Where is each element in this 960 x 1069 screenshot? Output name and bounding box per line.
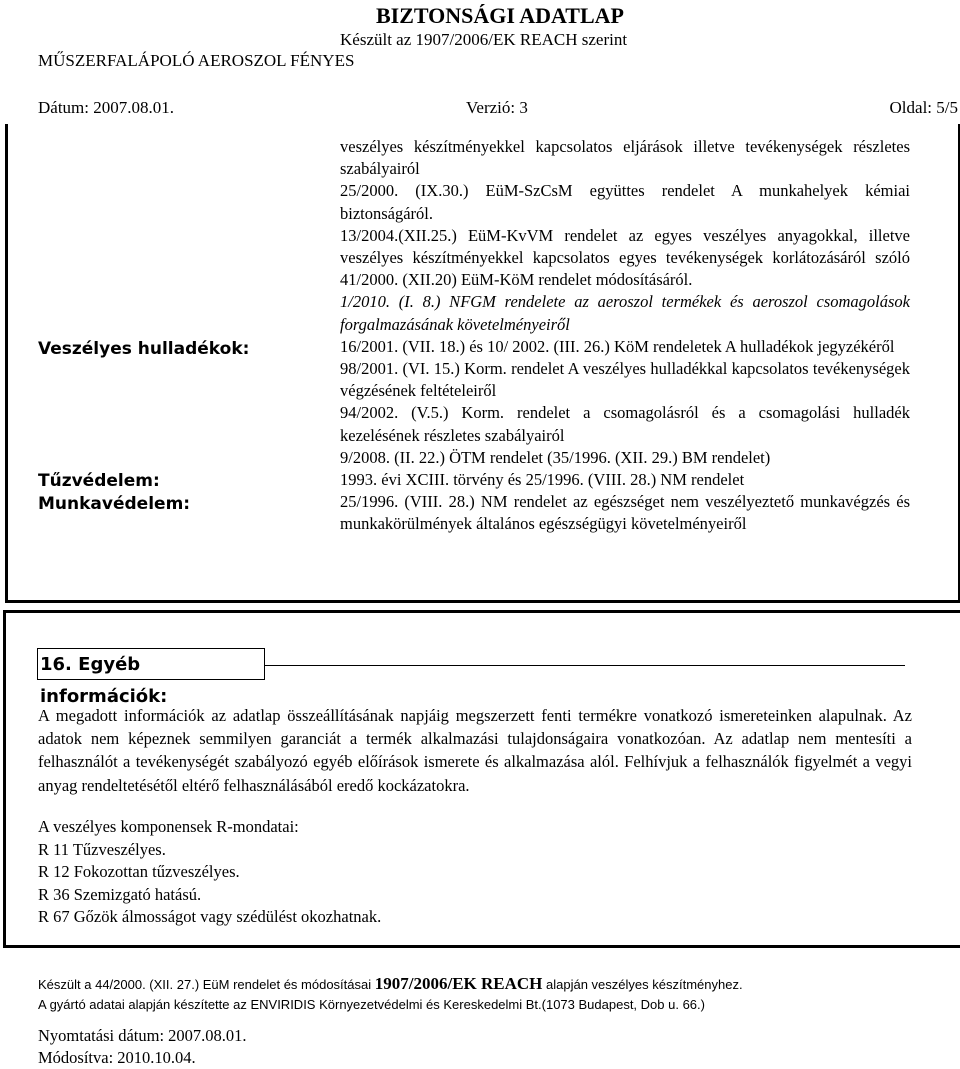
r-phrase-item: R 36 Szemizgató hatású. xyxy=(38,884,202,904)
regulation-item: 25/2000. (IX.30.) EüM-SzCsM együttes rendelet A munkahelyek kémiai biztonságáról. xyxy=(340,181,910,223)
other-info-paragraph: A megadott információk az adatlap összeállításának napjáig megszerzett fenti termékre vonatkozó ismereteinken alapulnak. Az adatok nem képeznek semmilyen garanciát a termék alkalmazási tulajdonságaira vonatkozóan. Az adatlap nem mentesíti a felhasználót a tevékenységét szabályozó egyéb előírások ismerete és alkalmazása alól. Felhívjuk a felhasználók figyelmét a vegyi anyag rendeltetésétől eltérő felhasználásából eredő kockázatokra. xyxy=(38,706,912,795)
page-number: Oldal: 5/5 xyxy=(889,98,958,117)
regulation-item: 1/2010. (I. 8.) NFGM rendelete az aeroszol termékek és aeroszol csomagolások forgalmazásának követelményeiről xyxy=(340,292,910,334)
r-phrases-title: A veszélyes komponensek R-mondatai: xyxy=(38,817,299,836)
label-hazardous-waste: Veszélyes hulladékok: xyxy=(38,339,250,359)
version-label: Verzió: 3 xyxy=(466,98,528,117)
date-label: Dátum: 2007.08.01. xyxy=(38,98,174,117)
regulation-item: 94/2002. (V.5.) Korm. rendelet a csomagolásról és a csomagolási hulladék kezelésének részletes szabályairól xyxy=(340,403,910,445)
r-phrase-item: R 12 Fokozottan tűzveszélyes. xyxy=(38,862,240,881)
regulation-item: veszélyes készítményekkel kapcsolatos eljárások illetve tevékenységek részletes szabályairól xyxy=(340,137,910,179)
footer-notes xyxy=(38,974,743,1015)
document-subtitle: Készült az 1907/2006/EK REACH szerint xyxy=(340,30,628,49)
print-date: Nyomtatási dátum: 2007.08.01. xyxy=(38,1026,247,1045)
regulation-item: 16/2001. (VII. 18.) és 10/ 2002. (III. 26.) KöM rendeletek A hulladékok jegyzékéről xyxy=(340,336,895,356)
label-work-safety: Munkavédelem: xyxy=(38,494,191,514)
regulation-item: 98/2001. (VI. 15.) Korm. rendelet A veszélyes hulladékkal kapcsolatos tevékenységek végzésének feltételeiről xyxy=(340,359,910,401)
regulation-item: 1993. évi XCIII. törvény és 25/1996. (VIII. 28.) NM rendelet xyxy=(340,470,745,490)
print-info xyxy=(38,1025,247,1069)
regulation-item: 25/1996. (VIII. 28.) NM rendelet az egészséget nem veszélyeztető munkavégzés és munkakörülmények általános egészségügyi követelményeiről xyxy=(340,492,910,534)
document-title: BIZTONSÁGI ADATLAP xyxy=(376,3,624,28)
regulation-item: 13/2004.(XII.25.) EüM-KvVM rendelet az egyes veszélyes anyagokkal, illetve veszélyes készítményekkel kapcsolatos egyes tevékenységek korlátozásáról szóló 41/2000. (XII.20) EüM-KöM rendelet módosításáról. xyxy=(340,225,910,290)
label-fire-protection: Tűzvédelem: xyxy=(38,471,160,491)
regulation-item: 9/2008. (II. 22.) ÖTM rendelet (35/1996. (XII. 29.) BM rendelet) xyxy=(340,447,771,467)
section-heading-rule xyxy=(265,665,905,666)
footer-line-2: A gyártó adatai alapján készítette az ENVIRIDIS Környezetvédelmi és Kereskedelmi Bt.(1073 Budapest, Dob u. 66.) xyxy=(38,997,705,1012)
product-name: MŰSZERFALÁPOLÓ AEROSZOL FÉNYES xyxy=(38,51,355,70)
footer-line-1-pre: Készült a 44/2000. (XII. 27.) EüM rendelet és módosításai xyxy=(38,977,375,992)
r-phrase-item: R 67 Gőzök álmosságot vagy szédülést okozhatnak. xyxy=(38,907,382,926)
r-phrases-list xyxy=(38,816,381,929)
footer-line-1-post: alapján veszélyes készítményhez. xyxy=(542,977,743,992)
footer-line-1 xyxy=(38,974,743,995)
regulations-list xyxy=(340,136,910,536)
footer-reach-ref: 1907/2006/EK REACH xyxy=(374,974,543,993)
section-16-heading: 16. Egyéb információk: xyxy=(37,648,265,680)
modified-date: Módosítva: 2010.10.04. xyxy=(38,1048,196,1067)
r-phrase-item: R 11 Tűzveszélyes. xyxy=(38,839,166,859)
